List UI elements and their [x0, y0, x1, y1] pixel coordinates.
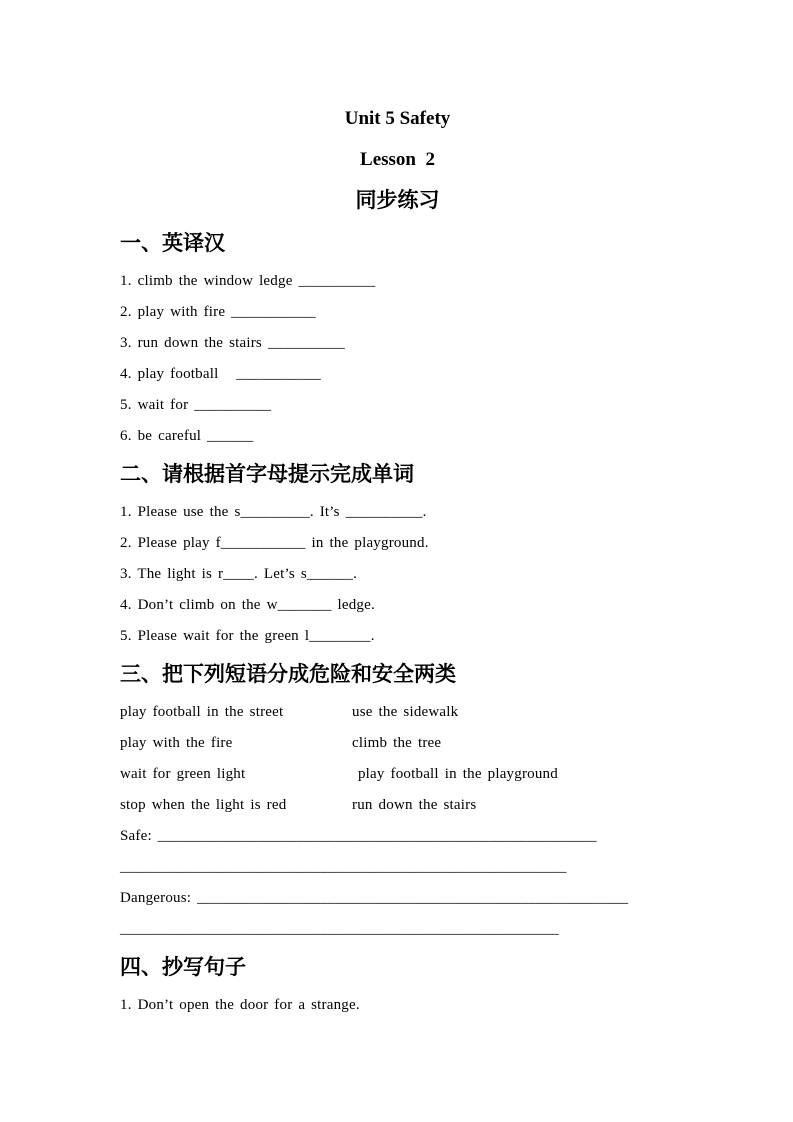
unit-title: Unit 5 Safety	[344, 108, 451, 129]
phrase-item: wait for green light	[120, 766, 246, 782]
exercise-line: 4. Don’t climb on the w_______ ledge.	[120, 597, 375, 613]
phrase-item: run down the stairs	[352, 797, 477, 813]
section-sort-phrases	[120, 660, 675, 945]
exercise-line: 3. The light is r____. Let’s s______.	[120, 566, 358, 582]
phrase-row	[120, 790, 675, 821]
exercise-line: 5. Please wait for the green l________.	[120, 628, 375, 644]
dangerous-answer-line: Dangerous: ________________________________________________________	[120, 890, 629, 906]
phrase-item: play with the fire	[120, 735, 233, 751]
exercise-title: 同步练习	[355, 189, 440, 212]
section4-heading: 四、抄写句子	[120, 956, 246, 979]
phrase-row	[120, 759, 675, 790]
exercise-line: 6. be careful ______	[120, 428, 254, 444]
dangerous-answer-continuation: _________________________________________________________	[120, 921, 559, 937]
title-block	[120, 98, 675, 221]
phrase-item: climb the tree	[352, 735, 442, 751]
phrase-item: stop when the light is red	[120, 797, 287, 813]
section-complete-words	[120, 460, 675, 652]
safe-answer-continuation: __________________________________________________________	[120, 859, 567, 875]
section1-heading: 一、英译汉	[120, 232, 225, 255]
section2-heading: 二、请根据首字母提示完成单词	[120, 463, 414, 486]
phrase-item: play football in the playground	[352, 766, 558, 782]
section-translation	[120, 229, 675, 452]
lesson-title: Lesson 2	[360, 149, 435, 170]
exercise-line: 5. wait for __________	[120, 397, 272, 413]
phrase-row	[120, 728, 675, 759]
phrase-item: use the sidewalk	[352, 704, 459, 720]
exercise-line: 1. Don’t open the door for a strange.	[120, 997, 360, 1013]
exercise-line: 3. run down the stairs __________	[120, 335, 345, 351]
section3-heading: 三、把下列短语分成危险和安全两类	[120, 663, 456, 686]
exercise-line: 1. climb the window ledge __________	[120, 273, 376, 289]
section-copy-sentences	[120, 953, 675, 1021]
phrase-row	[120, 697, 675, 728]
phrase-item: play football in the street	[120, 704, 284, 720]
exercise-line: 2. play with fire ___________	[120, 304, 316, 320]
exercise-line: 2. Please play f___________ in the playground.	[120, 535, 429, 551]
exercise-line: 4. play football ___________	[120, 366, 321, 382]
exercise-line: 1. Please use the s_________. It’s __________.	[120, 504, 427, 520]
safe-answer-line: Safe: _________________________________________________________	[120, 828, 597, 844]
